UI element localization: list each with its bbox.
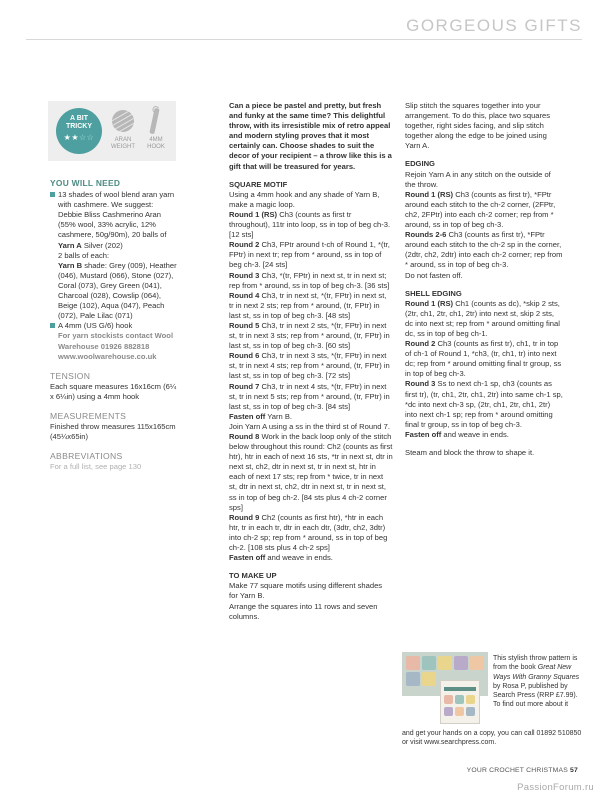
edging-rounds-2-6 [405, 230, 563, 270]
round-text: Ch3, tr in next 2 sts, *(tr, FPtr) in next st, tr in next 3 sts; rep from * around, (tr, FPtr) in last st, ss in top of beg ch-3. [60 sts] [229, 320, 390, 351]
materials-hook-item [50, 321, 178, 331]
watermark: PassionForum.ru [517, 782, 594, 793]
title-rule [26, 39, 582, 40]
measurements-heading: MEASUREMENTS [50, 410, 127, 421]
round-label: Round 3 [229, 270, 260, 280]
badge-line-1: A BIT [69, 115, 89, 122]
round-4 [229, 291, 393, 321]
book-title: Great New Ways With Granny Squares [493, 664, 580, 681]
tension-text: Each square measures 16x16cm (6¼ x 6¼in) using a 4mm hook [50, 381, 177, 401]
make-up-step-1: Make 77 square motifs using different shades for Yarn B. [229, 581, 383, 601]
make-up-step-2: Arrange the squares into 11 rows and seven columns. [229, 601, 378, 621]
book-image [402, 652, 488, 724]
join-yarn-a: Join Yarn A using a ss in the third st of Round 7. [229, 421, 390, 431]
yarn-a-label: Yarn A [58, 240, 82, 250]
pattern-column-1 [229, 101, 393, 622]
badge-line-2: TRICKY [65, 123, 93, 130]
square-motif-intro: Using a 4mm hook and any shade of Yarn B, make a magic loop. [229, 189, 380, 209]
round-label: Round 2 [405, 339, 436, 349]
stars-filled: ★★ [63, 133, 79, 142]
round-text: Ch3, tr in next 4 sts, *(tr, FPtr) in next st, tr in next 5 sts; rep from * around, (tr, FPtr) in last st, ss in top of beg ch-3. [84 sts] [229, 381, 390, 411]
tension-heading: TENSION [50, 370, 91, 381]
yarn-b-item [50, 261, 178, 322]
round-2 [229, 240, 393, 270]
round-text: Ch3 (counts as first tr), ch1, tr in top of ch-1 of Round 1, *ch3, (tr, ch1, tr) into next dc; rep from * around omitting final tr group, ss in top of beg ch-3. [405, 339, 562, 379]
you-will-need-heading: YOU WILL NEED [50, 178, 121, 188]
slip-stitch-instructions: Slip stitch the squares together into your arrangement. To do this, place two squares together, right sides facing, and slip stitch together along the edge to be joined using Yarn A. [405, 101, 551, 151]
round-label: Round 3 [405, 379, 436, 389]
cover-title-strip [444, 687, 476, 691]
shell-round-3 [405, 379, 563, 429]
pattern-column-2 [405, 101, 563, 458]
round-label: Round 5 [229, 320, 260, 330]
round-label: Round 2 [229, 240, 260, 250]
promo-line: by Rosa P, published by Search Press (RRP £7.99). To find out more about it [493, 682, 578, 709]
round-label: Fasten off [229, 553, 266, 563]
round-text: Ch3 (counts as first tr throughout), 11tr into loop, ss in top of beg ch-3. [12 sts] [229, 209, 391, 240]
square-motif-heading: SQUARE MOTIF [229, 179, 288, 189]
book-promo-contact: and get your hands on a copy, you can call 01892 510850 or visit www.searchpress.com. [402, 730, 582, 747]
bullet-square-icon [50, 323, 55, 328]
two-balls-note: 2 balls of each: [58, 250, 110, 260]
yarn-ball-icon [112, 110, 134, 132]
shell-edging-heading: SHELL EDGING [405, 288, 462, 298]
book-cover [440, 680, 480, 724]
abbreviations-text: For a full list, see page 130 [50, 462, 142, 472]
page-number: 57 [570, 767, 578, 774]
hook-size-label-1: 4MM [149, 137, 163, 143]
stockists-link[interactable]: For yarn stockists contact Wool Warehouse 01926 882818 www.woolwarehouse.co.uk [58, 331, 174, 361]
book-promo-text [493, 654, 585, 710]
shell-round-2 [405, 339, 563, 379]
round-1 [229, 210, 393, 240]
crochet-hook-icon [149, 108, 159, 134]
hook-size-label-2: HOOK [147, 144, 165, 150]
yarn-b-label: Yarn B [58, 260, 83, 270]
bullet-square-icon [50, 192, 55, 197]
materials-yarn-item [50, 190, 178, 251]
do-not-fasten-off: Do not fasten off. [405, 270, 463, 280]
round-label: Round 8 [229, 432, 260, 441]
magazine-name: YOUR CROCHET CHRISTMAS [466, 767, 568, 774]
fasten-off-weave [229, 553, 393, 563]
promo-line: This stylish throw pattern is from the book [493, 655, 578, 672]
round-label: Fasten off [405, 429, 442, 439]
fasten-off-yarn-b [229, 412, 393, 422]
skill-badge [56, 108, 102, 154]
round-label: Round 1 (RS) [229, 209, 278, 219]
round-label: Fasten off [229, 411, 266, 421]
hook-text: A 4mm (US G/6) hook [58, 321, 133, 331]
fasten-off-final [405, 430, 563, 440]
round-8 [229, 432, 393, 513]
yarn-weight-label-2: WEIGHT [111, 144, 135, 150]
abbreviations-heading: ABBREVIATIONS [50, 451, 123, 462]
make-up-heading: TO MAKE UP [229, 571, 277, 581]
star-rating [56, 133, 102, 142]
yarn-suggestion: 13 shades of wool blend aran yarn with cashmere. We suggest: Debbie Bliss Cashmerino Aran (55% wool, 33% acrylic, 12% cashmere, 50g/90m), 20 balls of [58, 190, 175, 240]
round-label: Round 1 (RS) [405, 298, 454, 308]
steam-block: Steam and block the throw to shape it. [405, 448, 535, 457]
round-text: Yarn B. [267, 411, 293, 421]
round-5 [229, 321, 393, 351]
round-text: and weave in ends. [443, 429, 509, 439]
round-text: Ch3 (counts as first tr), *FPtr around each stitch to the ch-2 sp in the corner, (2dtr, ch2, 2dtr) into each ch-2 corner; rep from * around, ss in top of beg ch-3. [405, 230, 563, 270]
round-text: Ch2 (counts as first htr), *htr in each htr, tr in each tr, dtr in each dtr, (3dtr, ch2, 3dtr) into ch-2 sp; rep from * around, ss in top of beg ch-2. [108 sts plus 4 ch-2 sps] [229, 512, 388, 553]
edging-intro: Rejoin Yarn A in any stitch on the outside of the throw. [405, 169, 551, 189]
round-text: Ss to next ch-1 sp, ch3 (counts as first tr), (tr, ch1, 2tr, ch1, 2tr) into same ch-1 sp, *dc into next ch-3 sp, (2tr, ch1, 2tr, ch1, 2tr) into next ch-1 sp; rep from * around omitting final tr group, ss in top of beg ch-3. [405, 379, 563, 429]
intro-paragraph: Can a piece be pastel and pretty, but fresh and funky at the same time? This delightful throw, with its irresistible mix of retro appeal and modern styling proves that it most certainly can. Choose shades to suit the decor of your recipient – a throw like this is a gift that will be treasured for years. [229, 101, 392, 171]
stars-empty: ☆☆ [79, 133, 95, 142]
round-3 [229, 271, 393, 291]
round-label: Round 7 [229, 381, 260, 391]
edging-heading: EDGING [405, 159, 435, 169]
round-9 [229, 513, 393, 553]
page-folio [467, 767, 578, 774]
round-text: Work in the back loop only of the stitch below throughout this round: Ch2 (counts as first htr), htr in each of next 16 sts, *tr in next st, dtr in next st, ch2, dtr in next st, tr in next st, htr in each of next 17 sts; rep from * twice, tr in next st, dtr in next st, ch2, dtr in next st, tr in next st, ss in top of beg ch-2. [84 sts plus 4 ch-2 corner sps] [229, 432, 393, 512]
round-label: Round 1 (RS) [405, 189, 454, 199]
round-6 [229, 351, 393, 381]
shell-round-1 [405, 299, 563, 339]
round-text: Ch3, tr in next st, *(tr, FPtr) in next st, tr in next 2 sts; rep from * around, (tr, FPtr) in last st, ss in top of beg ch-3. [48 sts] [229, 290, 387, 320]
yarn-b-shades: shade: Grey (009), Heather (046), Mustard (066), Stone (027), Coral (073), Grey Green (041), Charcoal (028), Cowslip (064), Beige (102), Aqua (047), Peach (072), Pale Lilac (071) [58, 260, 177, 321]
yarn-weight-label-1: ARAN [114, 137, 132, 143]
yarn-a-shade: Silver (202) [83, 240, 123, 250]
round-label: Rounds 2-6 [405, 230, 447, 240]
round-text: Ch3 (counts as first tr), *FPtr around each stitch to the ch-2 corner, (2FPtr, ch2, 2FPtr) into each ch-2 corner; rep from * around, ss in top of beg ch-3. [405, 189, 556, 230]
round-text: Ch1 (counts as dc), *skip 2 sts, (2tr, ch1, 2tr, ch1, 2tr) into next st, skip 2 sts, dc into next st; rep from * around omitting final dc, ss in top of beg ch-1. [405, 298, 560, 338]
round-text: Ch3, FPtr around t-ch of Round 1, *(tr, FPtr) in next tr; rep from * around, ss in top of beg ch-3. [24 sts] [229, 240, 390, 270]
skill-box [48, 101, 176, 161]
round-label: Round 6 [229, 351, 260, 361]
round-text: and weave in ends. [267, 553, 333, 563]
round-label: Round 9 [229, 512, 260, 522]
measurements-text: Finished throw measures 115x165cm (45¼x65in) [50, 422, 176, 442]
round-7 [229, 382, 393, 412]
round-text: Ch3, tr in next 3 sts, *(tr, FPtr) in next st, tr in next 4 sts; rep from * around, (tr, FPtr) in last st, ss in top of beg ch-3. [72 sts] [229, 351, 390, 381]
section-title: GORGEOUS GIFTS [406, 16, 582, 35]
edging-round-1 [405, 190, 563, 230]
round-label: Round 4 [229, 290, 260, 300]
materials-column [50, 178, 178, 472]
round-text: Ch3, *(tr, FPtr) in next st, tr in next st; rep from * around, ss in top of beg ch-3. [36 sts] [229, 270, 390, 290]
